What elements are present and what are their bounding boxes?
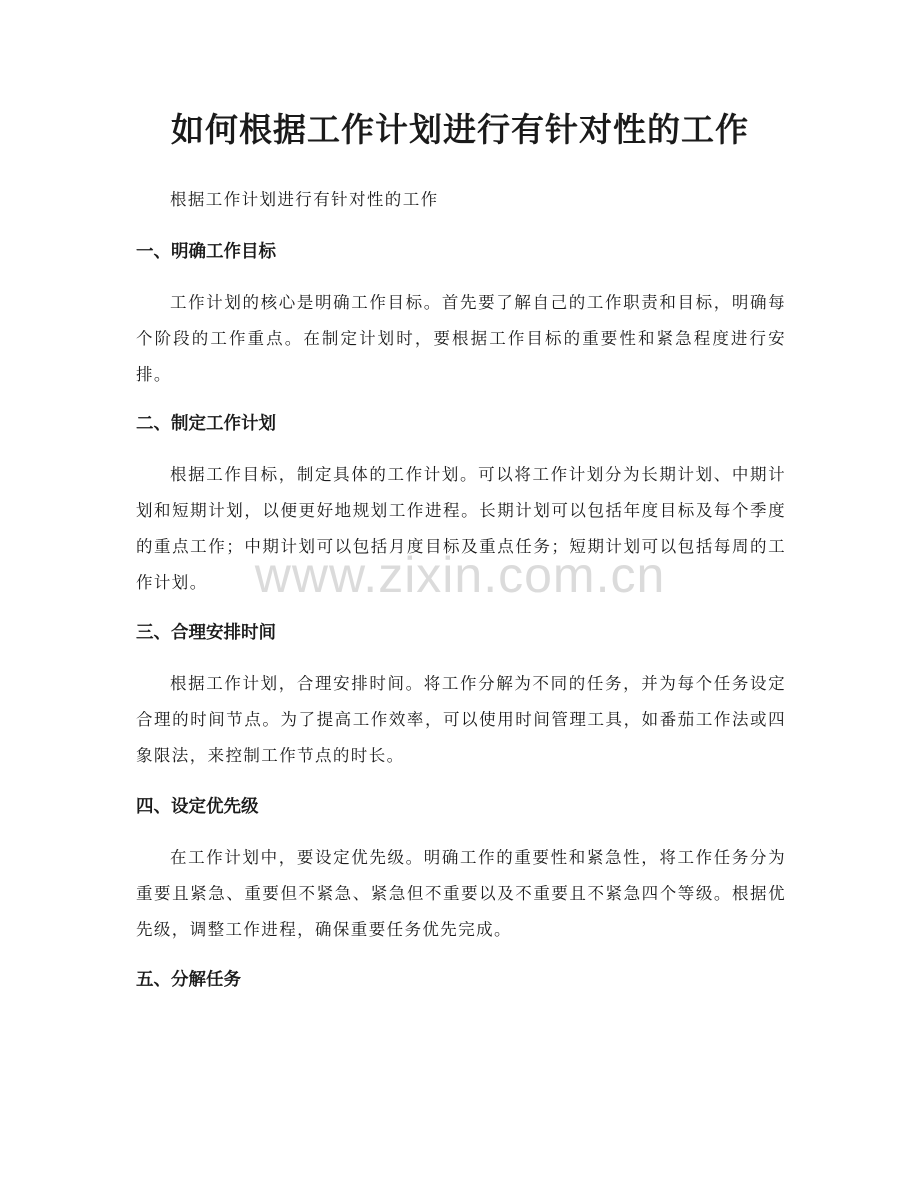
watermark: www.zixin.com.cn: [254, 547, 666, 603]
section-heading-2: 二、制定工作计划: [136, 414, 276, 434]
document-title: 如何根据工作计划进行有针对性的工作: [171, 110, 749, 149]
section-body-1: 工作计划的核心是明确工作目标。首先要了解自己的工作职责和目标，明确每个阶段的工作重点。在制定计划时，要根据工作目标的重要性和紧急程度进行安排。: [136, 293, 786, 384]
section-body-2: 根据工作目标，制定具体的工作计划。可以将工作计划分为长期计划、中期计划和短期计划，以便更好地规划工作进程。长期计划可以包括年度目标及每个季度的重点工作；中期计划可以包括月度目标及重点任务；短期计划可以包括每周的工作计划。: [136, 465, 786, 592]
section-heading-3: 三、合理安排时间: [136, 623, 276, 643]
section-heading-1: 一、明确工作目标: [136, 242, 276, 262]
section-heading-4: 四、设定优先级: [136, 797, 259, 817]
intro-paragraph: 根据工作计划进行有针对性的工作: [170, 190, 439, 209]
section-body-3: 根据工作计划，合理安排时间。将工作分解为不同的任务，并为每个任务设定合理的时间节点。为了提高工作效率，可以使用时间管理工具，如番茄工作法或四象限法，来控制工作节点的时长。: [136, 674, 786, 765]
section-heading-5: 五、分解任务: [136, 970, 241, 990]
section-body-4: 在工作计划中，要设定优先级。明确工作的重要性和紧急性，将工作任务分为重要且紧急、重要但不紧急、紧急但不重要以及不重要且不紧急四个等级。根据优先级，调整工作进程，确保重要任务优先完成。: [136, 848, 786, 939]
